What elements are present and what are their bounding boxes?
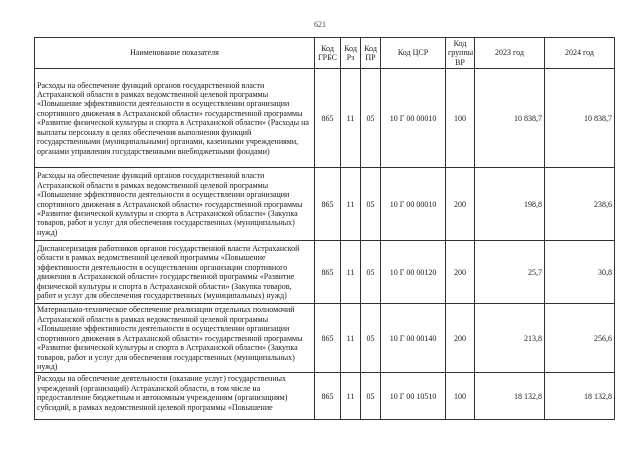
row-grbs: 865 xyxy=(315,168,341,241)
row-2023: 18 132,8 xyxy=(475,373,545,420)
row-rz: 11 xyxy=(341,69,361,168)
header-csr: Код ЦСР xyxy=(381,38,446,69)
row-2024: 30,8 xyxy=(545,241,615,304)
row-2023: 213,8 xyxy=(475,304,545,373)
row-2024: 256,6 xyxy=(545,304,615,373)
row-2023: 10 838,7 xyxy=(475,69,545,168)
row-csr: 10 Г 00 00140 xyxy=(381,304,446,373)
row-2024: 10 838,7 xyxy=(545,69,615,168)
row-csr: 10 Г 00 00120 xyxy=(381,241,446,304)
header-grbs: Код ГРБС xyxy=(315,38,341,69)
row-pr: 05 xyxy=(361,168,381,241)
table-row xyxy=(35,241,615,304)
row-vr: 100 xyxy=(446,69,475,168)
row-vr: 200 xyxy=(446,168,475,241)
budget-table xyxy=(34,37,615,420)
row-rz: 11 xyxy=(341,373,361,420)
table-row xyxy=(35,373,615,420)
row-rz: 11 xyxy=(341,304,361,373)
page-number: 621 xyxy=(314,20,326,29)
row-csr: 10 Г 00 00010 xyxy=(381,69,446,168)
table-row xyxy=(35,304,615,373)
row-2024: 238,6 xyxy=(545,168,615,241)
row-2024: 18 132,8 xyxy=(545,373,615,420)
header-vr: Код группы ВР xyxy=(446,38,475,69)
row-rz: 11 xyxy=(341,241,361,304)
row-name: Расходы на обеспечение функций органов государственной власти Астраханской области в рамках ведомственной целевой программы «Повышение эффективности деятельности в осуществлении организации спортивного движения в Астраханской области» государственной программы «Развитие физической культуры и спорта в Астраханской области» (Расходы на выплаты персоналу в целях обеспечения выполнения функций государственными (муниципальными) органами, казенными учреждениями, органами управления государственными внебюджетными фондами) xyxy=(35,69,315,168)
table-header-row xyxy=(35,38,615,69)
row-grbs: 865 xyxy=(315,304,341,373)
header-2023: 2023 год xyxy=(475,38,545,69)
row-rz: 11 xyxy=(341,168,361,241)
row-pr: 05 xyxy=(361,241,381,304)
header-rz: Код Рз xyxy=(341,38,361,69)
row-grbs: 865 xyxy=(315,373,341,420)
table-row xyxy=(35,69,615,168)
row-csr: 10 Г 00 00010 xyxy=(381,168,446,241)
row-name: Материально-техническое обеспечение реализации отдельных полномочий Астраханской области в рамках ведомственной целевой программы «Повышение эффективности деятельности в осуществлении организации спортивного движения в Астраханской области» государственной программы «Развитие физической культуры и спорта в Астраханской области» (Закупка товаров, работ и услуг для обеспечения государственных (муниципальных) нужд) xyxy=(35,304,315,373)
row-vr: 200 xyxy=(446,241,475,304)
row-pr: 05 xyxy=(361,373,381,420)
row-grbs: 865 xyxy=(315,241,341,304)
row-2023: 25,7 xyxy=(475,241,545,304)
row-name: Расходы на обеспечение функций органов государственной власти Астраханской области в рамках ведомственной целевой программы «Повышение эффективности деятельности в осуществлении организации спортивного движения в Астраханской области» государственной программы «Развитие физической культуры и спорта в Астраханской области» (Закупка товаров, работ и услуг для обеспечения государственных (муниципальных) нужд) xyxy=(35,168,315,241)
table-row xyxy=(35,168,615,241)
row-name: Расходы на обеспечение деятельности (оказание услуг) государственных учреждений (организаций) Астраханской области, в том числе на предоставление бюджетным и автономным учреждениям (организациям) субсидий, в рамках ведомственной целевой программы «Повышение xyxy=(35,373,315,420)
row-csr: 10 Г 00 10510 xyxy=(381,373,446,420)
row-vr: 200 xyxy=(446,304,475,373)
header-2024: 2024 год xyxy=(545,38,615,69)
header-pr: Код ПР xyxy=(361,38,381,69)
row-pr: 05 xyxy=(361,69,381,168)
row-2023: 198,8 xyxy=(475,168,545,241)
row-name: Диспансеризация работников органов государственной власти Астраханской области в рамках ведомственной целевой программы «Повышение эффективности деятельности в осуществлении организации спортивного движения в Астраханской области» государственной программы «Развитие физической культуры и спорта в Астраханской области» (Закупка товаров, работ и услуг для обеспечения государственных (муниципальных) нужд) xyxy=(35,241,315,304)
row-grbs: 865 xyxy=(315,69,341,168)
row-pr: 05 xyxy=(361,304,381,373)
row-vr: 100 xyxy=(446,373,475,420)
header-name: Наименование показателя xyxy=(35,38,315,69)
